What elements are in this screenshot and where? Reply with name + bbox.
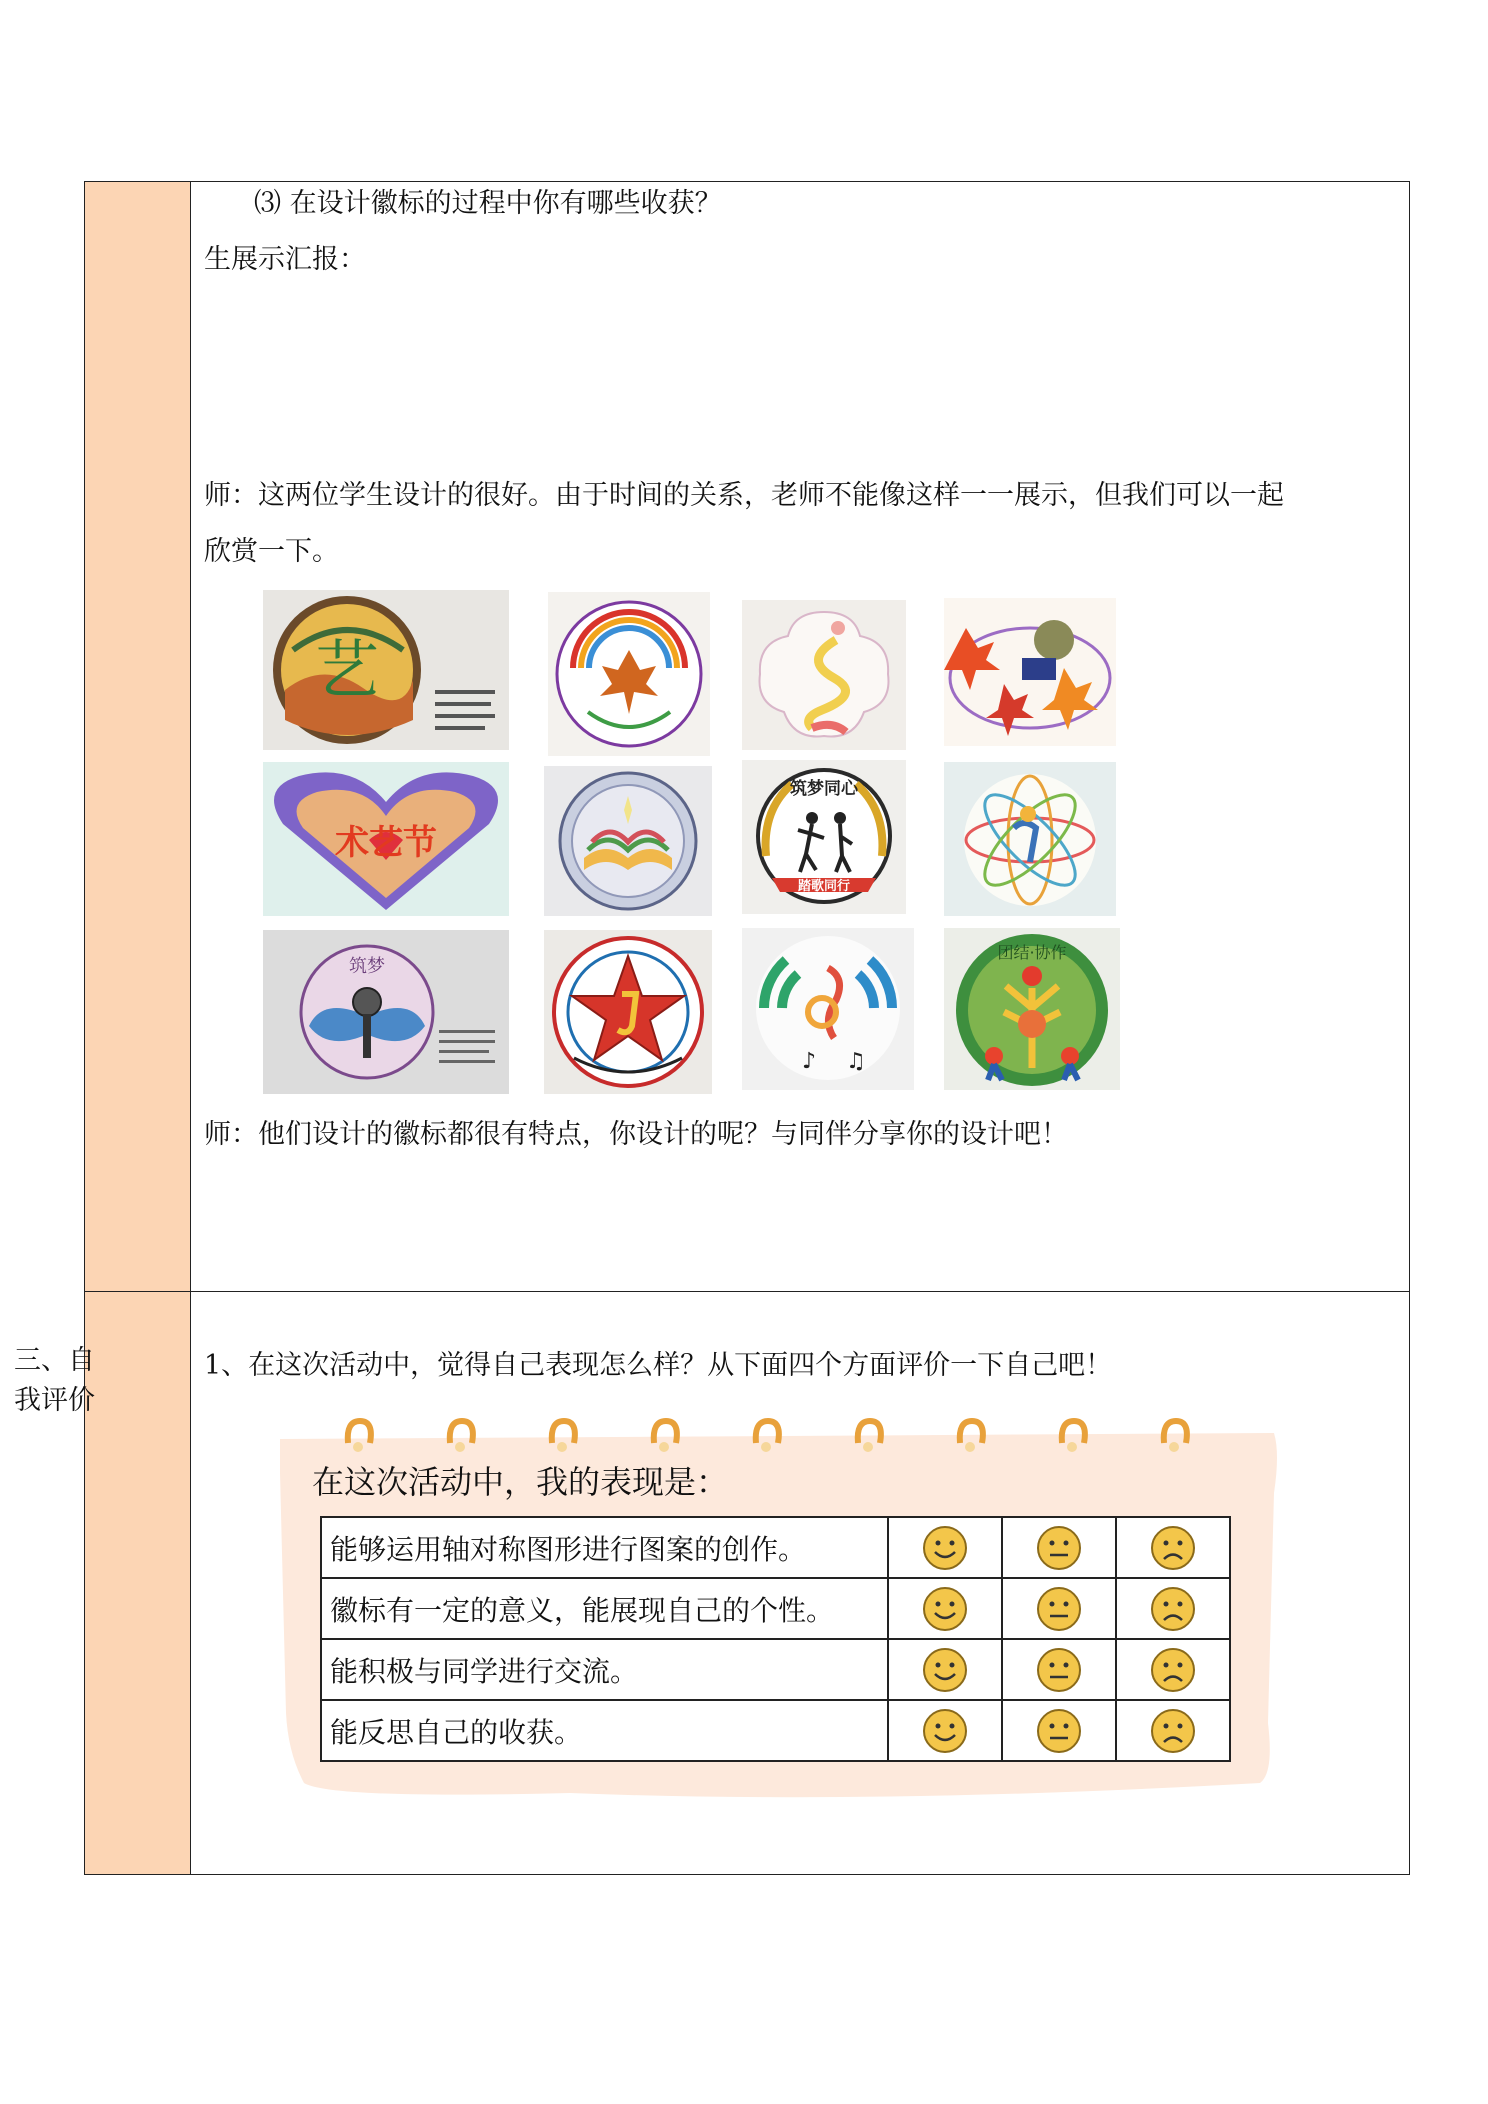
neutral-face-cell[interactable] [1002, 1578, 1116, 1639]
question-3: ⑶ 在设计徽标的过程中你有哪些收获？ [254, 188, 722, 219]
logo-maple-rainbow [548, 592, 710, 756]
happy-face-cell[interactable] [888, 1700, 1002, 1761]
eval-item: 能积极与同学进行交流。 [321, 1639, 888, 1700]
neutral-face-cell[interactable] [1002, 1639, 1116, 1700]
sad-face-cell[interactable] [1116, 1517, 1230, 1578]
logo-wheat-dancers [742, 760, 906, 914]
sad-face-cell[interactable] [1116, 1578, 1230, 1639]
happy-face-cell[interactable] [888, 1578, 1002, 1639]
smiley-neutral-icon [1035, 1646, 1083, 1694]
smiley-happy-icon [921, 1585, 969, 1633]
logo-open-book [544, 766, 712, 916]
smiley-sad-icon [1149, 1646, 1197, 1694]
eval-item: 徽标有一定的意义，能展现自己的个性。 [321, 1578, 888, 1639]
eval-item: 能够运用轴对称图形进行图案的创作。 [321, 1517, 888, 1578]
smiley-neutral-icon [1035, 1707, 1083, 1755]
neutral-face-cell[interactable] [1002, 1700, 1116, 1761]
happy-face-cell[interactable] [888, 1639, 1002, 1700]
logo-gallery [260, 590, 1140, 1100]
table-row [321, 1517, 1230, 1578]
logo7-bottom: 踏歌同行 [797, 879, 851, 894]
eval-card-title: 在这次活动中，我的表现是： [312, 1463, 729, 1501]
happy-face-cell[interactable] [888, 1517, 1002, 1578]
student-report-label: 生展示汇报： [204, 244, 366, 275]
smiley-happy-icon [921, 1646, 969, 1694]
logo5-text: 术艺节 [335, 823, 437, 863]
logo-tree-figures [944, 928, 1120, 1090]
sad-face-cell[interactable] [1116, 1700, 1230, 1761]
smiley-happy-icon [921, 1707, 969, 1755]
teacher-remark-2: 师：他们设计的徽标都很有特点，你设计的呢？与同伴分享你的设计吧！ [204, 1119, 1068, 1150]
teacher-remark-1: 师：这两位学生设计的很好。由于时间的关系，老师不能像这样一一展示，但我们可以一起 [204, 480, 1284, 511]
logo-flower-ribbon [742, 600, 906, 750]
logo9-text: 筑梦 [349, 956, 385, 977]
row-divider [85, 1291, 1409, 1292]
svg-text:♫: ♫ [846, 1049, 866, 1074]
table-row [321, 1578, 1230, 1639]
sad-face-cell[interactable] [1116, 1639, 1230, 1700]
smiley-sad-icon [1149, 1707, 1197, 1755]
smiley-neutral-icon [1035, 1524, 1083, 1572]
logo1-char: 艺 [315, 634, 379, 708]
self-eval-prompt: 1、在这次活动中，觉得自己表现怎么样？从下面四个方面评价一下自己吧！ [204, 1350, 1113, 1381]
logo12-top: 团结·协作 [997, 943, 1067, 962]
logo-art-character [263, 590, 509, 750]
smiley-happy-icon [921, 1524, 969, 1572]
smiley-sad-icon [1149, 1524, 1197, 1572]
logo7-top: 筑梦同心 [790, 779, 858, 799]
smiley-neutral-icon [1035, 1585, 1083, 1633]
logo-music-note [742, 928, 914, 1090]
svg-text:♪: ♪ [802, 1049, 817, 1074]
neutral-face-cell[interactable] [1002, 1517, 1116, 1578]
table-row [321, 1700, 1230, 1761]
eval-item: 能反思自己的收获。 [321, 1700, 888, 1761]
section3-label: 三、自我评价 [14, 1345, 95, 1416]
logo-red-star [544, 930, 712, 1094]
smiley-sad-icon [1149, 1585, 1197, 1633]
self-eval-table [320, 1516, 1231, 1762]
logo-heart-hands [263, 762, 509, 916]
section-label-column [85, 182, 191, 1874]
logo-maple-leaves [944, 598, 1116, 746]
logo-microphone-wings [263, 930, 509, 1094]
table-row [321, 1639, 1230, 1700]
teacher-remark-1-cont: 欣赏一下。 [204, 536, 339, 567]
logo-flower-mandala [944, 762, 1116, 916]
